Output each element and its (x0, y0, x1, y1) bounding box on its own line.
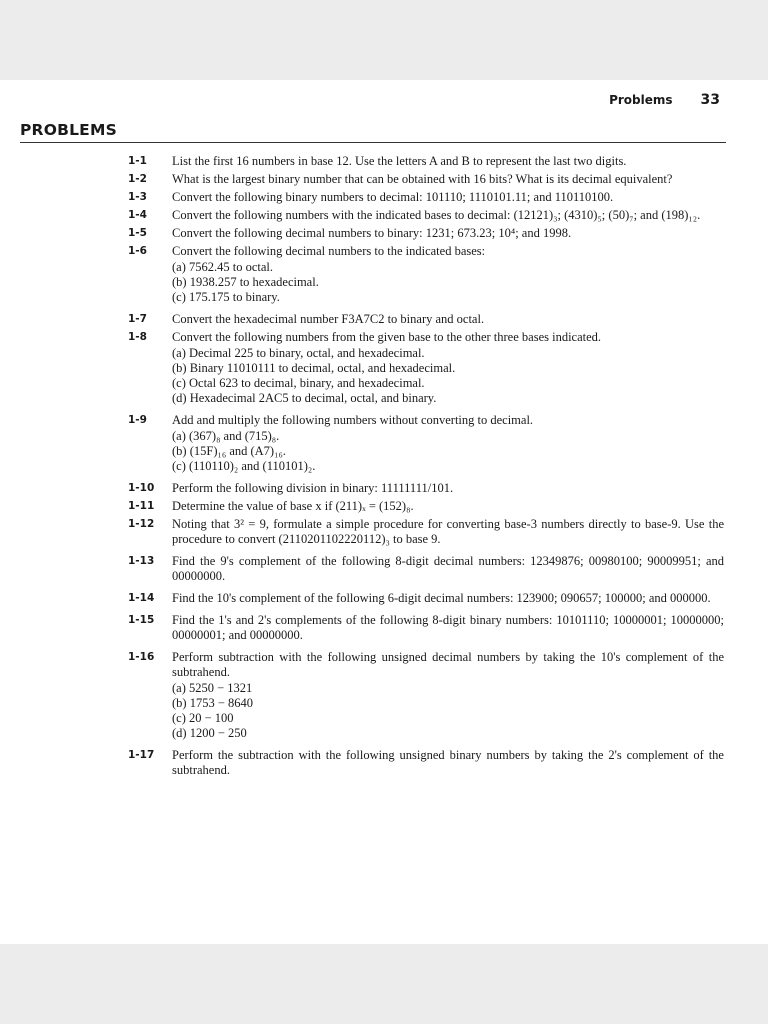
problem-item (0, 244, 768, 305)
problem-item (0, 312, 768, 327)
problem-subpart: (a) 7562.45 to octal. (172, 260, 274, 274)
problem-text: Perform the following division in binary: 11111111/101. (172, 481, 454, 495)
problem-item (0, 481, 768, 496)
problem-number: 1-14 (128, 592, 155, 604)
problem-text: Perform subtraction with the following unsigned decimal numbers by taking the 10's complement of the subtrahend. (172, 650, 724, 679)
problem-number: 1-10 (128, 482, 155, 494)
problem-subpart: (b) (15F)₁₆ and (A7)₁₆. (172, 444, 286, 458)
problem-number: 1-8 (128, 331, 147, 343)
problem-number: 1-11 (128, 500, 155, 512)
section-title: PROBLEMS (20, 121, 117, 139)
problem-item (0, 650, 768, 741)
problem-item (0, 517, 768, 547)
problem-subpart: (c) 20 − 100 (172, 711, 234, 725)
problem-number: 1-4 (128, 209, 147, 221)
problem-text: Add and multiply the following numbers without converting to decimal. (172, 413, 534, 427)
running-header (609, 92, 720, 108)
problem-subpart: (a) 5250 − 1321 (172, 681, 253, 695)
problem-item (0, 591, 768, 606)
problem-item (0, 413, 768, 474)
problem-subpart: (b) 1753 − 8640 (172, 696, 253, 710)
problem-number: 1-17 (128, 749, 155, 761)
scan-margin-top (0, 0, 768, 80)
problem-item (0, 499, 768, 514)
problem-item (0, 172, 768, 187)
page-number: 33 (700, 92, 720, 108)
problem-text: Convert the following decimal numbers to binary: 1231; 673.23; 10⁴; and 1998. (172, 226, 572, 240)
problem-text: Convert the following numbers with the indicated bases to decimal: (12121)₃; (4310)₅; (50)₇; and (198)₁₂. (172, 208, 701, 222)
problem-number: 1-15 (128, 614, 155, 626)
problem-item (0, 330, 768, 406)
problem-item (0, 613, 768, 643)
problem-subparts (172, 681, 724, 741)
problem-number: 1-5 (128, 227, 147, 239)
problem-number: 1-12 (128, 518, 155, 530)
problem-text: Convert the following binary numbers to decimal: 101110; 1110101.11; and 110110100. (172, 190, 614, 204)
problem-item (0, 208, 768, 223)
problem-number: 1-9 (128, 414, 147, 426)
problem-text: Find the 10's complement of the following 6-digit decimal numbers: 123900; 090657; 100000; and 000000. (172, 591, 711, 605)
problem-text: Convert the following numbers from the given base to the other three bases indicated. (172, 330, 602, 344)
scan-margin-bottom (0, 944, 768, 1024)
problem-item (0, 554, 768, 584)
problem-number: 1-6 (128, 245, 147, 257)
problem-text: Find the 9's complement of the following 8-digit decimal numbers: 12349876; 00980100; 90009951; and 00000000. (172, 554, 724, 583)
problem-list (0, 154, 768, 785)
problem-number: 1-3 (128, 191, 147, 203)
problem-number: 1-13 (128, 555, 155, 567)
problem-subpart: (c) Octal 623 to decimal, binary, and hexadecimal. (172, 376, 425, 390)
problem-subpart: (a) (367)₈ and (715)₈. (172, 429, 280, 443)
problem-text: Find the 1's and 2's complements of the following 8-digit binary numbers: 10101110; 10000001; 10000000; 00000001; and 00000000. (172, 613, 724, 642)
problem-subpart: (b) 1938.257 to hexadecimal. (172, 275, 319, 289)
problem-subparts (172, 260, 724, 305)
problem-subpart: (c) 175.175 to binary. (172, 290, 280, 304)
problem-item (0, 190, 768, 205)
problem-number: 1-7 (128, 313, 147, 325)
problem-subpart: (a) Decimal 225 to binary, octal, and hexadecimal. (172, 346, 425, 360)
problem-text: What is the largest binary number that can be obtained with 16 bits? What is its decimal equivalent? (172, 172, 673, 186)
problem-text: Determine the value of base x if (211)ₓ = (152)₈. (172, 499, 414, 513)
problem-number: 1-1 (128, 155, 147, 167)
problem-number: 1-2 (128, 173, 147, 185)
problem-item (0, 154, 768, 169)
problem-text: Perform the subtraction with the following unsigned binary numbers by taking the 2's complement of the subtrahend. (172, 748, 724, 777)
running-title: Problems (609, 93, 673, 107)
problem-subpart: (c) (110110)₂ and (110101)₂. (172, 459, 316, 473)
problem-subparts (172, 346, 724, 406)
problem-subpart: (d) Hexadecimal 2AC5 to decimal, octal, and binary. (172, 391, 437, 405)
problem-item (0, 226, 768, 241)
problem-text: Noting that 3² = 9, formulate a simple procedure for converting base-3 numbers directly to base-9. Use the procedure to convert (2110201102220112)₃ to base 9. (172, 517, 724, 546)
problem-text: Convert the following decimal numbers to the indicated bases: (172, 244, 486, 258)
problem-text: Convert the hexadecimal number F3A7C2 to binary and octal. (172, 312, 485, 326)
section-rule (20, 142, 726, 143)
problem-subpart: (b) Binary 11010111 to decimal, octal, and hexadecimal. (172, 361, 456, 375)
problem-item (0, 748, 768, 778)
problem-subpart: (d) 1200 − 250 (172, 726, 247, 740)
problem-subparts (172, 429, 724, 474)
problem-text: List the first 16 numbers in base 12. Use the letters A and B to represent the last two digits. (172, 154, 627, 168)
problem-number: 1-16 (128, 651, 155, 663)
